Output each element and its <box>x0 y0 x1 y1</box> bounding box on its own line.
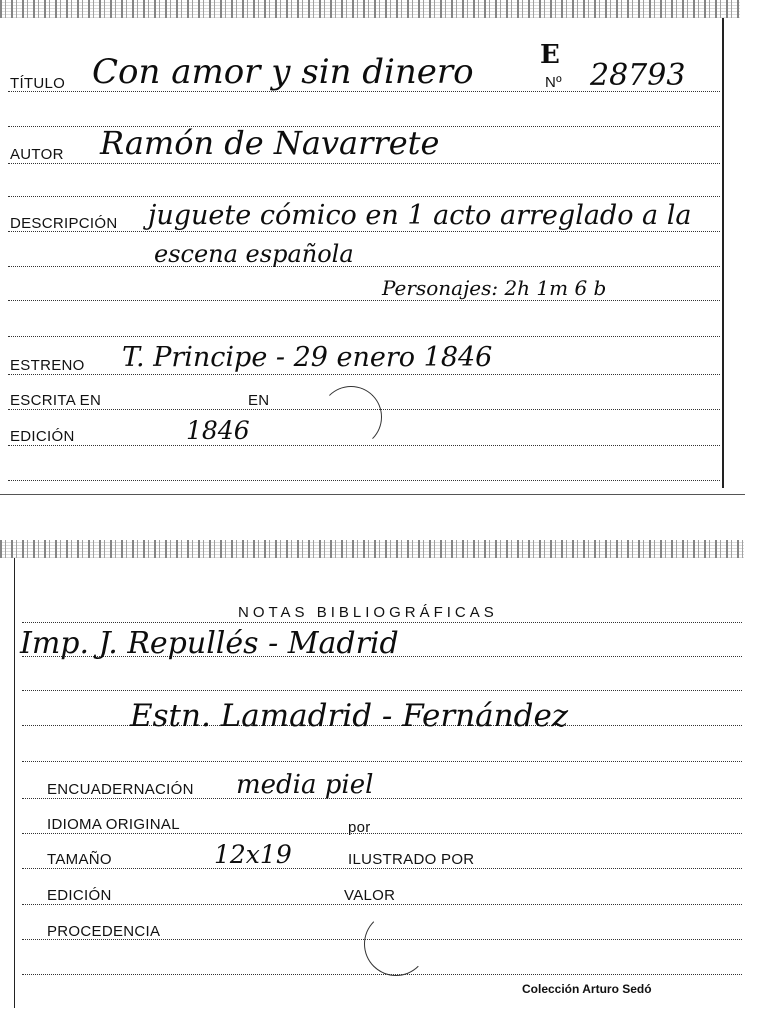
rule-heading <box>22 622 742 623</box>
value-tamano: 12x19 <box>214 840 292 869</box>
rule-autor <box>8 163 720 164</box>
rule-6 <box>8 480 720 481</box>
label-numero: Nº <box>545 74 562 91</box>
label-idioma-original: IDIOMA ORIGINAL <box>47 816 180 833</box>
series-letter: E <box>540 40 560 70</box>
rule-tamano <box>22 868 742 869</box>
card-top-texture <box>0 540 744 558</box>
value-encuadernacion: media piel <box>236 770 374 800</box>
heading-notas-bibliograficas: NOTAS BIBLIOGRÁFICAS <box>238 604 498 621</box>
label-edicion: EDICIÓN <box>10 428 75 445</box>
card-right-edge <box>722 18 724 488</box>
label-escrita-en: ESCRITA EN <box>10 392 102 409</box>
rule-5 <box>22 974 742 975</box>
label-encuadernacion: ENCUADERNACIÓN <box>47 781 194 798</box>
rule-edicion <box>22 904 742 905</box>
rule-3 <box>8 266 720 267</box>
punch-hole <box>364 912 428 976</box>
label-ilustrado-por: ILUSTRADO POR <box>348 851 475 868</box>
label-procedencia: PROCEDENCIA <box>47 923 161 940</box>
rule-4 <box>8 300 720 301</box>
label-autor: AUTOR <box>10 146 64 163</box>
collection-credit: Colección Arturo Sedó <box>522 982 652 996</box>
value-numero: 28793 <box>590 58 686 93</box>
rule-estreno <box>8 374 720 375</box>
label-edicion: EDICIÓN <box>47 887 112 904</box>
value-autor: Ramón de Navarrete <box>100 124 440 162</box>
card-left-edge <box>14 558 15 1008</box>
value-personajes: Personajes: 2h 1m 6 b <box>382 276 607 300</box>
label-titulo: TÍTULO <box>10 75 66 92</box>
label-por: por <box>348 819 371 836</box>
value-descripcion-line1: juguete cómico en 1 acto arreglado a la <box>148 200 692 231</box>
card-separator <box>0 494 745 495</box>
rule-idioma <box>22 833 742 834</box>
punch-hole <box>320 386 382 448</box>
value-descripcion-line2: escena española <box>154 240 354 268</box>
catalog-card-front <box>0 0 740 490</box>
card-top-texture <box>0 0 740 18</box>
notes-line2: Estn. Lamadrid - Fernández <box>130 698 569 734</box>
notes-line1: Imp. J. Repullés - Madrid <box>20 626 399 661</box>
value-estreno: T. Principe - 29 enero 1846 <box>122 342 493 373</box>
rule-5 <box>8 336 720 337</box>
label-en: EN <box>248 392 270 409</box>
rule-2 <box>22 690 742 691</box>
rule-2 <box>8 196 720 197</box>
label-descripcion: DESCRIPCIÓN <box>10 215 118 232</box>
rule-encuadernacion <box>22 798 742 799</box>
label-estreno: ESTRENO <box>10 357 85 374</box>
label-tamano: TAMAÑO <box>47 851 112 868</box>
label-valor: VALOR <box>344 887 396 904</box>
value-edicion: 1846 <box>186 416 250 445</box>
value-titulo: Con amor y sin dinero <box>92 52 474 92</box>
catalog-card-back <box>14 540 744 1010</box>
rule-4 <box>22 761 742 762</box>
